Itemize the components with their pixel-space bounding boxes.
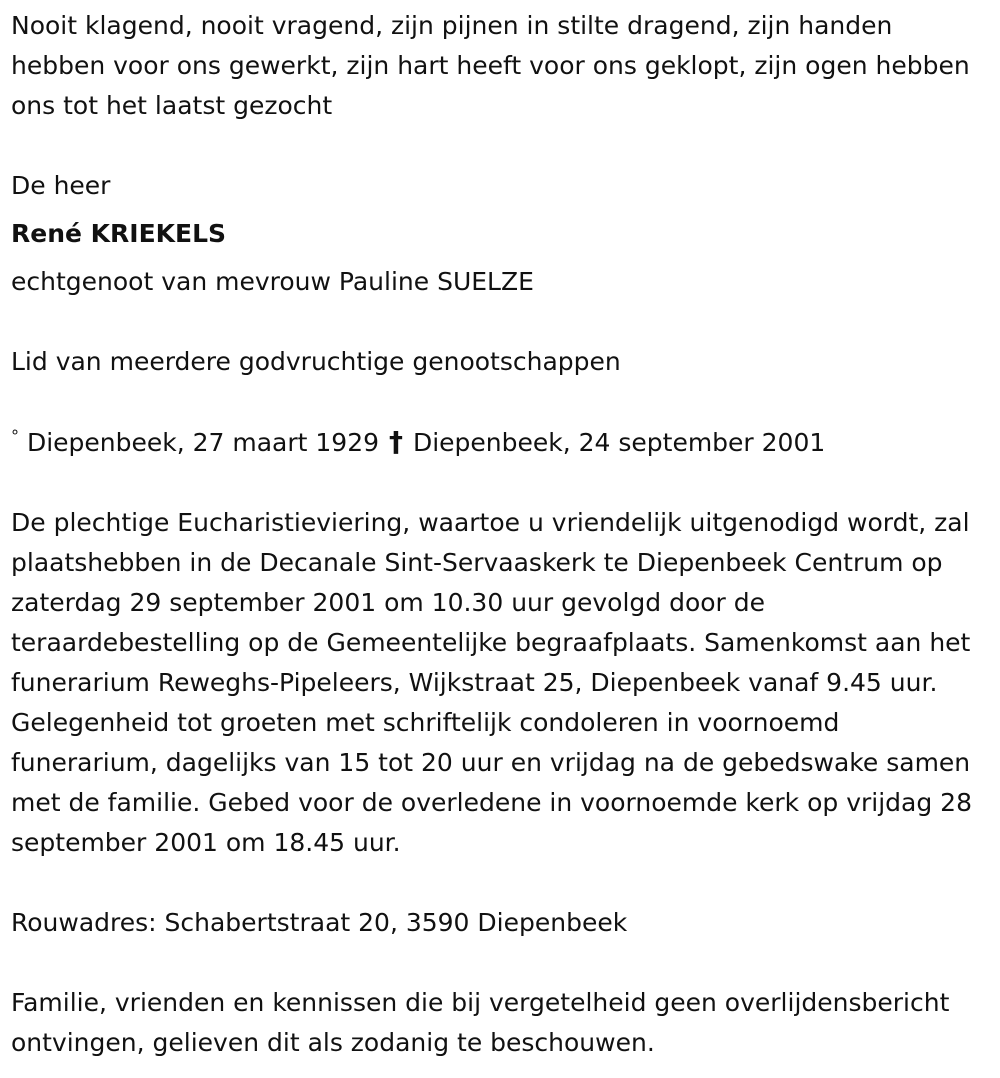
closing-text: Familie, vrienden en kennissen die bij vergetelheid geen overlijdensbericht ontvingen, gelieven dit als zodanig te beschouwen. bbox=[11, 988, 950, 1057]
birth-symbol: ° bbox=[11, 426, 19, 446]
birth-date: Diepenbeek, 27 maart 1929 bbox=[26, 428, 380, 457]
membership-line: Lid van meerdere godvruchtige genootschappen bbox=[11, 347, 621, 376]
death-cross-icon: † bbox=[388, 425, 403, 458]
poem-text: Nooit klagend, nooit vragend, zijn pijnen in stilte dragend, zijn handen hebben voor ons gewerkt, zijn hart heeft voor ons geklopt, zijn ogen hebben ons tot het laatst gezocht bbox=[11, 11, 970, 120]
life-dates bbox=[11, 422, 989, 463]
ceremony-text: De plechtige Eucharistieviering, waartoe u vriendelijk uitgenodigd wordt, zal plaatshebben in de Decanale Sint-Servaaskerk te Diepenbeek Centrum op zaterdag 29 september 2001 om 10.30 uur gevolgd door de teraardebestelling op de Gemeentelijke begraafplaats. Samenkomst aan het funerarium Reweghs-Pipeleers, Wijkstraat 25, Diepenbeek vanaf 9.45 uur. Gelegenheid tot groeten met schriftelijk condoleren in voornoemd funerarium, dagelijks van 15 tot 20 uur en vrijdag na de gebedswake samen met de familie. Gebed voor de overledene in voornoemde kerk op vrijdag 28 september 2001 om 18.45 uur. bbox=[11, 508, 972, 857]
death-date: Diepenbeek, 24 september 2001 bbox=[412, 428, 826, 457]
spouse-line: echtgenoot van mevrouw Pauline SUELZE bbox=[11, 267, 534, 296]
salutation: De heer bbox=[11, 171, 111, 200]
deceased-name: René KRIEKELS bbox=[11, 219, 227, 248]
mourning-address: Rouwadres: Schabertstraat 20, 3590 Diepenbeek bbox=[11, 908, 628, 937]
